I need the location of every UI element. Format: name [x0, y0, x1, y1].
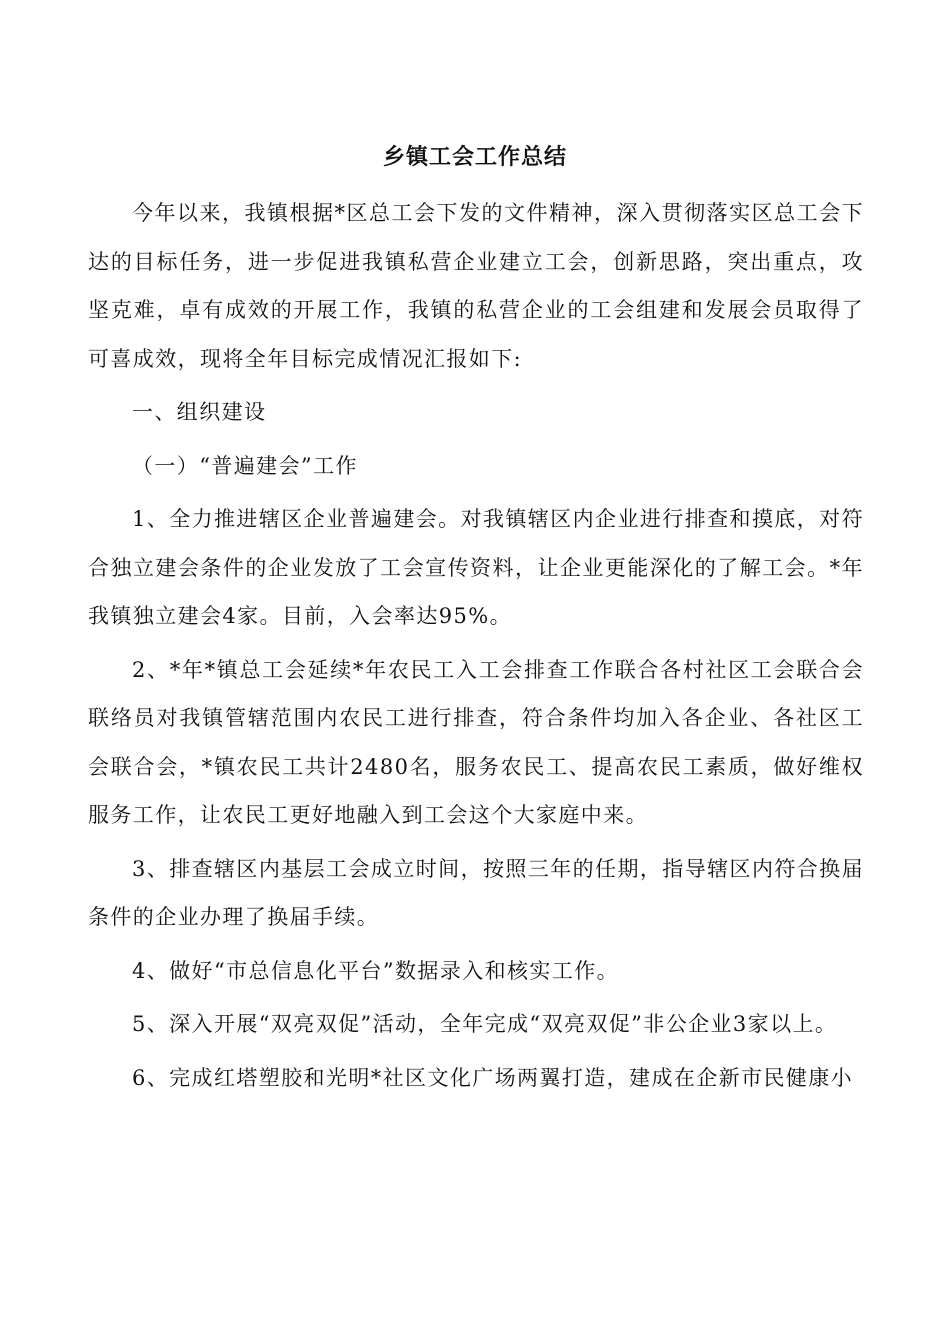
section-heading-organization: 一、组织建设: [132, 400, 267, 424]
document-title: 乡镇工会工作总结: [382, 145, 567, 170]
subsection-heading-universal-union: （一）“普遍建会”工作: [132, 453, 358, 478]
paragraph-item-4: 4、做好“市总信息化平台”数据录入和核实工作。: [132, 958, 620, 983]
paragraph-item-6: 6、完成红塔塑胶和光明*社区文化广场两翼打造，建成在企新市民健康小: [132, 1065, 854, 1090]
document-body: [88, 189, 864, 1107]
paragraph-item-1: 1、全力推进辖区企业普遍建会。对我镇辖区内企业进行排查和摸底，对符合独立建会条件的企业发放了工会宣传资料，让企业更能深化的了解工会。*年我镇独立建会4家。目前，入会率达95%。: [88, 507, 864, 628]
paragraph-intro: 今年以来，我镇根据*区总工会下发的文件精神，深入贯彻落实区总工会下达的目标任务，进一步促进我镇私营企业建立工会，创新思路，突出重点，攻坚克难，卓有成效的开展工作，我镇的私营企业的工会组建和发展会员取得了可喜成效，现将全年目标完成情况汇报如下:: [88, 201, 864, 371]
paragraph-item-3: 3、排查辖区内基层工会成立时间，按照三年的任期，指导辖区内符合换届条件的企业办理了换届手续。: [88, 856, 864, 929]
paragraph-item-2: 2、*年*镇总工会延续*年农民工入工会排查工作联合各村社区工会联合会联络员对我镇管辖范围内农民工进行排查，符合条件均加入各企业、各社区工会联合会，*镇农民工共计2480名，服务农民工、提高农民工素质，做好维权服务工作，让农民工更好地融入到工会这个大家庭中来。: [88, 657, 864, 827]
paragraph-item-5: 5、深入开展“双亮双促”活动，全年完成“双亮双促”非公企业3家以上。: [132, 1012, 838, 1036]
